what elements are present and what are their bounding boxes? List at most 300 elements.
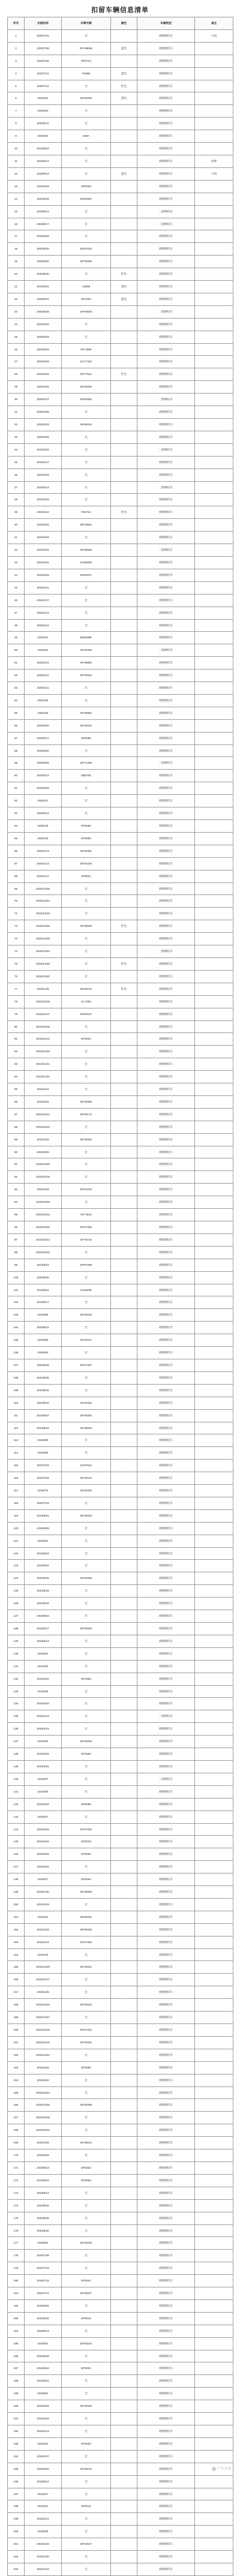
table-row [8, 2287, 233, 2300]
cell-type: 两轮摩托车 [137, 933, 195, 945]
cell-index: 92 [8, 1171, 25, 1184]
cell-type: 三轮摩托车 [137, 1773, 195, 1785]
cell-note: 大码 [195, 167, 233, 180]
cell-plate: 无 [62, 1647, 111, 1660]
table-row [8, 832, 233, 845]
cell-note [195, 1058, 233, 1071]
cell-index: 84 [8, 1071, 25, 1083]
cell-note [195, 1259, 233, 1271]
cell-color [111, 2212, 137, 2224]
cell-date: 2020/4/12 [25, 657, 62, 669]
cell-note [195, 2350, 233, 2362]
table-row [8, 1760, 233, 1773]
cell-note [195, 1898, 233, 1911]
table-row [8, 2488, 233, 2500]
cell-index: 130 [8, 1647, 25, 1660]
cell-type: 两轮摩托车 [137, 2212, 195, 2224]
cell-color [111, 594, 137, 607]
cell-type: 两轮摩托车 [137, 2337, 195, 2350]
table-row [8, 2362, 233, 2375]
cell-date: 2018/5/28 [25, 2350, 62, 2362]
cell-date: 2019/8/15 [25, 1384, 62, 1397]
cell-color: 红色 [111, 368, 137, 381]
table-row [8, 368, 233, 381]
cell-index: 120 [8, 1522, 25, 1535]
cell-note [195, 2526, 233, 2538]
cell-index: 112 [8, 1422, 25, 1434]
cell-date: 2019/8/27 [25, 1409, 62, 1422]
cell-plate: DP3021 [62, 1033, 111, 1046]
table-row [8, 770, 233, 782]
cell-index: 160 [8, 2024, 25, 2037]
cell-index: 81 [8, 1033, 25, 1046]
cell-color [111, 857, 137, 870]
cell-index: 149 [8, 1886, 25, 1899]
cell-type: 两轮摩托车 [137, 556, 195, 569]
cell-date: 2019/8/10 [25, 1397, 62, 1409]
cell-note [195, 1485, 233, 1497]
cell-plate: DP44021 [62, 719, 111, 732]
cell-note [195, 368, 233, 381]
cell-type: 两轮摩托车 [137, 1936, 195, 1948]
cell-date: 2020/4/19 [25, 356, 62, 368]
cell-index: 189 [8, 2388, 25, 2400]
cell-date: 2020/7/11 [25, 80, 62, 92]
cell-type: 两轮摩托车 [137, 1861, 195, 1874]
cell-color [111, 1848, 137, 1861]
cell-index: 197 [8, 2488, 25, 2500]
cell-color [111, 1322, 137, 1334]
cell-note [195, 2212, 233, 2224]
cell-date: 2018/9/24 [25, 2174, 62, 2187]
cell-type: 两轮摩托车 [137, 1635, 195, 1647]
cell-type: 两轮摩托车 [137, 1848, 195, 1861]
cell-plate: 无 [62, 933, 111, 945]
cell-date: 2019/10/5 [25, 1146, 62, 1158]
table-row [8, 1296, 233, 1309]
table-row [8, 2250, 233, 2262]
cell-note [195, 443, 233, 456]
cell-plate: 无 [62, 2199, 111, 2212]
cell-color [111, 1271, 137, 1284]
cell-plate: DP46013 [62, 2463, 111, 2475]
cell-date: 2018/3/1 [25, 2500, 62, 2513]
cell-plate: DP43020 [62, 1309, 111, 1322]
cell-note [195, 1071, 233, 1083]
cell-type: 两轮摩托车 [137, 1171, 195, 1184]
cell-type: 两轮摩托车 [137, 1547, 195, 1560]
cell-note [195, 1773, 233, 1785]
cell-color [111, 795, 137, 807]
cell-type: 三轮摩托车 [137, 544, 195, 557]
table-row [8, 632, 233, 644]
table-row [8, 1083, 233, 1096]
cell-index: 49 [8, 632, 25, 644]
cell-type: 两轮摩托车 [137, 419, 195, 431]
cell-plate: DP45082 [62, 381, 111, 394]
cell-index: 3 [8, 55, 25, 67]
cell-index: 201 [8, 2538, 25, 2551]
cell-color [111, 2086, 137, 2099]
cell-type: 两轮摩托车 [137, 1723, 195, 1736]
cell-index: 138 [8, 1748, 25, 1761]
table-row [8, 1422, 233, 1434]
cell-plate: 无 [62, 2049, 111, 2061]
cell-date: 2018/4/29 [25, 2400, 62, 2413]
cell-index: 182 [8, 2299, 25, 2312]
cell-plate: DP-88659 [62, 42, 111, 55]
cell-type: 两轮摩托车 [137, 1874, 195, 1886]
cell-color [111, 343, 137, 356]
cell-type: 三轮摩托车 [137, 205, 195, 218]
cell-date: 2019/12/16 [25, 1020, 62, 1033]
cell-index: 141 [8, 1785, 25, 1798]
cell-color [111, 1798, 137, 1811]
cell-note [195, 770, 233, 782]
document-title: 扣留车辆信息清单 [91, 7, 149, 14]
cell-index: 74 [8, 945, 25, 958]
cell-date: 2020/4/23 [25, 443, 62, 456]
cell-type: 两轮摩托车 [137, 105, 195, 118]
cell-plate: DP49000 [62, 920, 111, 933]
cell-index: 171 [8, 2161, 25, 2174]
cell-index: 199 [8, 2513, 25, 2526]
cell-plate: 无 [62, 795, 111, 807]
cell-index: 46 [8, 594, 25, 607]
cell-index: 169 [8, 2137, 25, 2149]
cell-type: 两轮摩托车 [137, 1246, 195, 1259]
table-row [8, 1233, 233, 1246]
cell-date: 2020/4/27 [25, 394, 62, 406]
cell-index: 23 [8, 305, 25, 318]
cell-plate: 无 [62, 2325, 111, 2337]
table-row [8, 2112, 233, 2124]
cell-note [195, 1974, 233, 1986]
cell-type: 两轮摩托车 [137, 1371, 195, 1384]
cell-color [111, 1121, 137, 1133]
cell-color [111, 1221, 137, 1234]
table-row [8, 1058, 233, 1071]
table-row [8, 1886, 233, 1899]
cell-plate: DP38430 [62, 1923, 111, 1936]
cell-note [195, 1497, 233, 1509]
cell-color [111, 218, 137, 230]
cell-index: 154 [8, 1948, 25, 1961]
cell-plate: 无 [62, 1271, 111, 1284]
cell-index: 61 [8, 782, 25, 795]
cell-plate: DP47082 [62, 1823, 111, 1836]
cell-plate: 无 [62, 2475, 111, 2488]
cell-type: 两轮摩托车 [137, 1823, 195, 1836]
cell-note [195, 1685, 233, 1698]
table-row [8, 1397, 233, 1409]
cell-note [195, 1811, 233, 1823]
cell-date: 2020/6/12 [25, 155, 62, 167]
cell-plate: DP46491 [62, 845, 111, 857]
cell-plate: 无 [62, 406, 111, 419]
cell-date: 2019/12/25 [25, 920, 62, 933]
cell-plate: DP44068 [62, 1572, 111, 1585]
table-row [8, 1108, 233, 1121]
cell-date: 2019/6/23 [25, 1547, 62, 1560]
cell-plate: DP78710 [62, 1233, 111, 1246]
cell-color [111, 494, 137, 506]
cell-index: 184 [8, 2325, 25, 2337]
cell-color [111, 2450, 137, 2463]
cell-type: 两轮摩托车 [137, 167, 195, 180]
cell-color [111, 29, 137, 42]
cell-color [111, 1058, 137, 1071]
cell-type: 两轮摩托车 [137, 2011, 195, 2024]
table-row [8, 506, 233, 519]
cell-note [195, 1133, 233, 1146]
cell-plate: 无 [62, 1723, 111, 1736]
cell-note [195, 945, 233, 958]
table-row [8, 230, 233, 243]
cell-color [111, 1371, 137, 1384]
cell-plate: DP47287 [62, 1359, 111, 1371]
cell-index: 18 [8, 243, 25, 256]
cell-note [195, 820, 233, 833]
cell-date: 2020/4/8 [25, 707, 62, 719]
cell-index: 187 [8, 2362, 25, 2375]
cell-color [111, 933, 137, 945]
cell-note [195, 920, 233, 933]
cell-note [195, 1309, 233, 1322]
cell-color [111, 2312, 137, 2325]
cell-date: 2019/12/19 [25, 995, 62, 1008]
cell-note [195, 581, 233, 594]
cell-note [195, 1447, 233, 1460]
cell-date: 2018/8/28 [25, 2212, 62, 2224]
cell-color [111, 1585, 137, 1598]
cell-note [195, 256, 233, 268]
table-row [8, 1522, 233, 1535]
cell-note [195, 532, 233, 544]
cell-note [195, 1171, 233, 1184]
cell-index: 105 [8, 1334, 25, 1347]
cell-note [195, 2149, 233, 2162]
cell-note [195, 632, 233, 644]
cell-date: 2020/6/17 [25, 218, 62, 230]
cell-note [195, 2187, 233, 2199]
cell-plate: 无 [62, 2262, 111, 2275]
cell-color [111, 1497, 137, 1509]
cell-color [111, 481, 137, 494]
cell-date: 2019/10/13 [25, 1246, 62, 1259]
cell-plate: 无 [62, 1083, 111, 1096]
cell-note [195, 42, 233, 55]
cell-type: 两轮摩托车 [137, 1660, 195, 1673]
cell-color [111, 882, 137, 895]
cell-color [111, 1723, 137, 1736]
cell-note [195, 2112, 233, 2124]
cell-index: 131 [8, 1660, 25, 1673]
cell-note [195, 2099, 233, 2112]
cell-plate: DP3082 [62, 820, 111, 833]
cell-color: 红色 [111, 920, 137, 933]
cell-plate: 无 [62, 2563, 111, 2575]
cell-type: 两轮摩托车 [137, 1146, 195, 1158]
cell-color [111, 105, 137, 118]
cell-note [195, 2413, 233, 2425]
table-row [8, 1334, 233, 1347]
cell-color [111, 556, 137, 569]
cell-note [195, 757, 233, 770]
cell-plate: 无 [62, 2551, 111, 2563]
cell-type: 两轮摩托车 [137, 970, 195, 983]
cell-date: 2020/4/28 [25, 406, 62, 419]
cell-color: 红色 [111, 268, 137, 281]
cell-note [195, 857, 233, 870]
cell-type: 两轮摩托车 [137, 1033, 195, 1046]
cell-type: 两轮摩托车 [137, 2563, 195, 2575]
table-row [8, 2061, 233, 2074]
cell-plate: BD0038K [62, 632, 111, 644]
cell-date: 2019/8/8 [25, 1447, 62, 1460]
table-row [8, 2036, 233, 2049]
cell-note [195, 2400, 233, 2413]
cell-type: 两轮摩托车 [137, 1158, 195, 1171]
cell-plate: 无 [62, 1434, 111, 1447]
cell-note [195, 1736, 233, 1748]
cell-index: 9 [8, 130, 25, 143]
cell-plate: 无 [62, 1861, 111, 1874]
cell-note [195, 619, 233, 632]
cell-index: 58 [8, 744, 25, 757]
cell-type: 两轮摩托车 [137, 1322, 195, 1334]
table-row [8, 519, 233, 532]
cell-date: 2019/10/13 [25, 1209, 62, 1221]
cell-type: 两轮摩托车 [137, 1785, 195, 1798]
cell-note [195, 293, 233, 305]
cell-index: 129 [8, 1635, 25, 1647]
cell-type: 两轮摩托车 [137, 80, 195, 92]
cell-plate: 无 [62, 230, 111, 243]
cell-type: 两轮摩托车 [137, 469, 195, 481]
cell-date: 2019/6/25 [25, 1522, 62, 1535]
cell-color [111, 1020, 137, 1033]
cell-type: 两轮摩托车 [137, 2551, 195, 2563]
cell-plate: DP46082 [62, 1409, 111, 1422]
cell-note [195, 1146, 233, 1158]
cell-note [195, 607, 233, 619]
cell-color [111, 431, 137, 443]
cell-type: 两轮摩托车 [137, 845, 195, 857]
cell-date: 2019/4/8 [25, 1685, 62, 1698]
cell-date: 2019/5/26 [25, 1572, 62, 1585]
cell-type: 两轮摩托车 [137, 694, 195, 707]
cell-type: 两轮摩托车 [137, 882, 195, 895]
cell-color [111, 2362, 137, 2375]
cell-date: 2020/5/23 [25, 331, 62, 343]
cell-date: 2020/4/11 [25, 669, 62, 682]
cell-date: 2019/1/2 [25, 1911, 62, 1923]
cell-note [195, 2362, 233, 2375]
cell-color [111, 1836, 137, 1848]
cell-date: 2018/3/27 [25, 2450, 62, 2463]
cell-plate: 无 [62, 1447, 111, 1460]
table-row [8, 1309, 233, 1322]
cell-type: 两轮摩托车 [137, 2174, 195, 2187]
cell-plate: 无 [62, 2413, 111, 2425]
cell-color [111, 1647, 137, 1660]
cell-color [111, 1861, 137, 1874]
cell-type: 两轮摩托车 [137, 1284, 195, 1296]
cell-plate: DP78082 [62, 1133, 111, 1146]
table-row [8, 2174, 233, 2187]
cell-note: 大码 [195, 29, 233, 42]
cell-note [195, 895, 233, 908]
cell-plate: 无 [62, 1371, 111, 1384]
cell-type: 两轮摩托车 [137, 1209, 195, 1221]
cell-plate: 无 [62, 2513, 111, 2526]
cell-index: 70 [8, 895, 25, 908]
table-row [8, 1823, 233, 1836]
table-row [8, 2312, 233, 2325]
cell-index: 78 [8, 995, 25, 1008]
table-row [8, 957, 233, 970]
cell-index: 203 [8, 2563, 25, 2575]
cell-type: 两轮摩托车 [137, 607, 195, 619]
cell-type: 两轮摩托车 [137, 1434, 195, 1447]
cell-color [111, 757, 137, 770]
cell-index: 144 [8, 1823, 25, 1836]
cell-color [111, 581, 137, 594]
table-row [8, 2124, 233, 2137]
cell-type: 两轮摩托车 [137, 1046, 195, 1058]
cell-plate: 无 [62, 1660, 111, 1673]
cell-type: 两轮摩托车 [137, 1598, 195, 1610]
cell-color [111, 1485, 137, 1497]
cell-type: 两轮摩托车 [137, 180, 195, 193]
cell-color [111, 1898, 137, 1911]
cell-color [111, 2337, 137, 2350]
table-row [8, 2563, 233, 2575]
cell-note [195, 1522, 233, 1535]
cell-plate: 无 [62, 607, 111, 619]
cell-color [111, 1397, 137, 1409]
cell-type: 两轮摩托车 [137, 2350, 195, 2362]
cell-index: 156 [8, 1974, 25, 1986]
table-row [8, 2463, 233, 2475]
cell-index: 177 [8, 2237, 25, 2250]
cell-index: 153 [8, 1936, 25, 1948]
cell-type: 两轮摩托车 [137, 67, 195, 80]
cell-plate: C3548 [62, 281, 111, 293]
cell-index: 5 [8, 80, 25, 92]
cell-index: 36 [8, 469, 25, 481]
cell-type: 两轮摩托车 [137, 1811, 195, 1823]
cell-date: 2019/1/30 [25, 1886, 62, 1899]
cell-date: 2019/7/4 [25, 1485, 62, 1497]
table-row [8, 318, 233, 331]
cell-plate: 无 [62, 205, 111, 218]
table-row [8, 995, 233, 1008]
cell-index: 31 [8, 406, 25, 419]
cell-color [111, 1133, 137, 1146]
cell-plate: DB0705 [62, 770, 111, 782]
cell-type: 三轮摩托车 [137, 945, 195, 958]
cell-color [111, 1748, 137, 1761]
cell-note [195, 2137, 233, 2149]
cell-plate: 无 [62, 619, 111, 632]
cell-color [111, 1911, 137, 1923]
cell-note [195, 1033, 233, 1046]
cell-type: 两轮摩托车 [137, 1334, 195, 1347]
cell-note [195, 2224, 233, 2237]
cell-note [195, 2513, 233, 2526]
